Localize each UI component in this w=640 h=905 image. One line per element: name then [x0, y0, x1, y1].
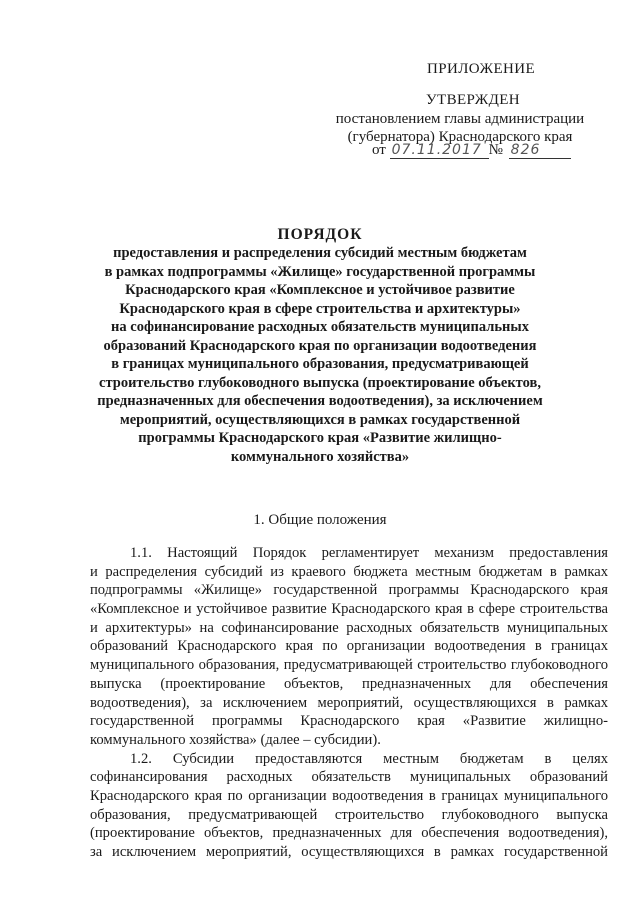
- paragraph-line: водоотведения), за исключением мероприятий, осуществляющихся в рамках: [90, 694, 608, 711]
- paragraph-line: 1.2. Субсидии предоставляются местным бюджетам в целях: [130, 750, 608, 767]
- subtitle-line: предназначенных для обеспечения водоотведения), за исключением: [97, 393, 543, 409]
- paragraph-line: (проектирование объектов, предназначенных для обеспечения водоотведения),: [90, 825, 608, 842]
- date-prefix: от: [372, 142, 386, 158]
- subtitle-line: коммунального хозяйства»: [230, 448, 410, 465]
- subtitle-line: на софинансирование расходных обязательств муниципальных: [111, 319, 529, 335]
- paragraph-line: 1.1. Настоящий Порядок регламентирует механизм предоставления: [130, 545, 608, 561]
- section-heading: 1. Общие положения: [253, 512, 387, 528]
- paragraph-line: и архитектуры» на софинансирование расходных обязательств муниципальных: [90, 619, 608, 636]
- paragraph-line: за исключением мероприятий, осуществляющихся в рамках государственной: [90, 844, 608, 860]
- paragraph-line: коммунального хозяйства» (далее – субсидии).: [90, 731, 381, 748]
- subtitle-line: мероприятий, осуществляющихся в рамках государственной: [119, 411, 521, 428]
- approval-line-1: постановлением главы администрации: [335, 111, 585, 127]
- paragraph-line: выпуска (проектирование объектов, предназначенных для обеспечения: [90, 675, 608, 692]
- paragraph-line: образования, предусматривающей строительство глубоководного выпуска: [90, 806, 608, 823]
- subtitle-line: предоставления и распределения субсидий местным бюджетам: [113, 245, 527, 261]
- handwritten-number: 826: [509, 142, 571, 159]
- paragraph-line: подпрограммы «Жилище» государственной программы Краснодарского края: [90, 582, 608, 599]
- paragraph-line: муниципального образования, предусматривающей строительство глубоководного: [90, 657, 608, 674]
- approval-line-2: (губернатора) Краснодарского края: [347, 129, 573, 145]
- handwritten-date: 07.11.2017: [390, 142, 489, 159]
- document-title: ПОРЯДОК: [277, 226, 363, 243]
- approval-date-line: [372, 142, 571, 159]
- approved-label: УТВЕРЖДЕН: [426, 92, 521, 108]
- body-text: [90, 544, 608, 862]
- subtitle-line: программы Краснодарского края «Развитие жилищно-: [138, 430, 502, 446]
- paragraph-line: «Комплексное и устойчивое развитие Краснодарского края в сфере строительства: [90, 601, 608, 618]
- subtitle-line: строительство глубоководного выпуска (проектирование объектов,: [99, 374, 541, 391]
- paragraph-line: софинансирования расходных обязательств муниципальных образований: [90, 769, 608, 786]
- paragraph-line: и распределения субсидий из краевого бюджета местным бюджетам в рамках: [90, 563, 608, 580]
- subtitle-line: в рамках подпрограммы «Жилище» государственной программы: [104, 263, 536, 280]
- number-sign: №: [488, 142, 503, 158]
- subtitle-line: Краснодарского края в сфере строительства и архитектуры»: [119, 300, 521, 317]
- paragraph-line: государственной программы Краснодарского края «Развитие жилищно-: [90, 713, 608, 730]
- subtitle-line: в границах муниципального образования, предусматривающей: [111, 356, 529, 372]
- subtitle-line: Краснодарского края «Комплексное и устойчивое развитие: [125, 282, 515, 298]
- paragraph-line: образований Краснодарского края по организации водоотведения в границах: [90, 638, 608, 655]
- document-subtitle: [80, 244, 560, 466]
- subtitle-line: образований Краснодарского края по организации водоотведения: [103, 337, 537, 354]
- paragraph-line: Краснодарского края по организации водоотведения в границах муниципального: [90, 787, 608, 804]
- appendix-label: ПРИЛОЖЕНИЕ: [427, 61, 536, 77]
